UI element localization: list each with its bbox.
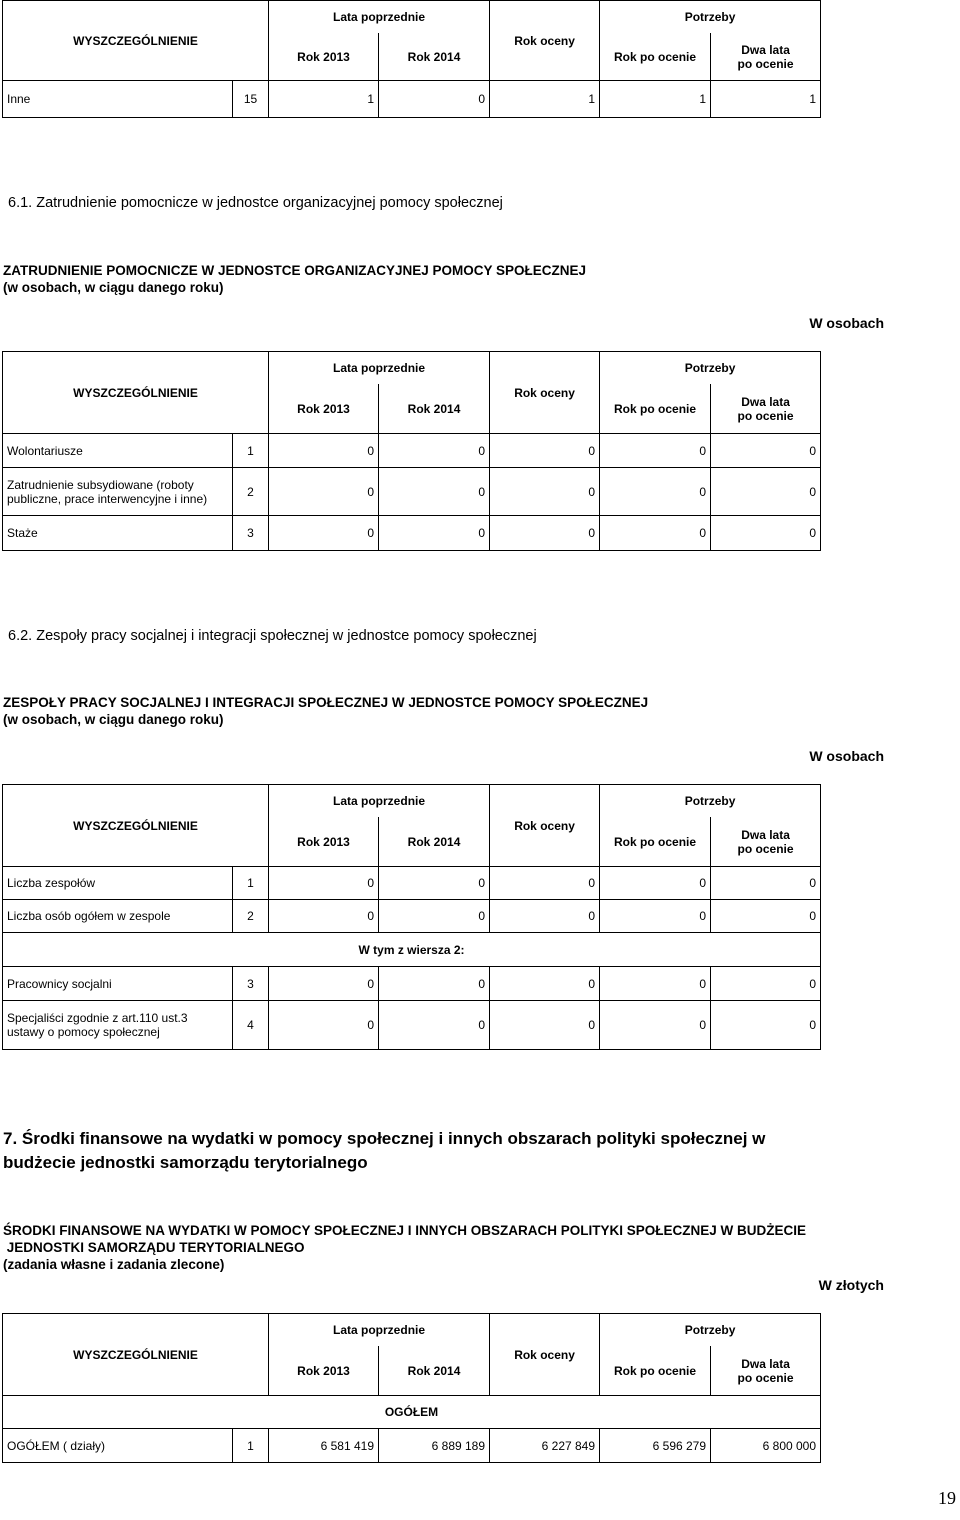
header-lata-poprzednie: Lata poprzednie	[269, 1314, 490, 1346]
cell-value: 0	[379, 967, 490, 1001]
cell-value: 6 227 849	[490, 1429, 600, 1463]
header-dwa-lata: Dwa lata po ocenie	[711, 1346, 821, 1396]
cell-value: 0	[600, 900, 711, 933]
cell-value: 4	[233, 1001, 269, 1050]
cell-value: 0	[600, 468, 711, 516]
cell-value: 0	[711, 967, 821, 1001]
cell-value: 0	[269, 468, 379, 516]
section-6-1-title: ZATRUDNIENIE POMOCNICZE W JEDNOSTCE ORGANIZACYJNEJ POMOCY SPOŁECZNEJ (w osobach, w ciągu danego roku)	[3, 263, 587, 295]
cell-value: 0	[600, 1001, 711, 1050]
header-rok-oceny: Rok oceny	[490, 1314, 600, 1396]
cell-value: 0	[379, 900, 490, 933]
section-6-1-heading: 6.1. Zatrudnienie pomocnicze w jednostce organizacyjnej pomocy społecznej	[8, 195, 503, 211]
cell-value: 1	[233, 867, 269, 900]
header-lata-poprzednie: Lata poprzednie	[269, 352, 490, 384]
row-label: Specjaliści zgodnie z art.110 ust.3 ustawy o pomocy społecznej	[3, 1001, 233, 1050]
cell-value: 15	[233, 81, 269, 118]
cell-value: 1	[233, 1429, 269, 1463]
cell-value: 0	[490, 867, 600, 900]
table-inne	[2, 0, 821, 118]
header-rok-oceny: Rok oceny	[490, 1, 600, 81]
section-6-1-unit: W osobach	[809, 315, 884, 331]
table-row	[3, 81, 821, 118]
header-rok-po-ocenie: Rok po ocenie	[600, 817, 711, 867]
header-dwa-lata: Dwa lata po ocenie	[711, 384, 821, 434]
row-label: Wolontariusze	[3, 434, 233, 468]
header-potrzeby: Potrzeby	[600, 1, 821, 33]
cell-value: 0	[379, 468, 490, 516]
subheader-w-tym: W tym z wiersza 2:	[3, 933, 821, 967]
table-row	[3, 1429, 821, 1463]
header-rok-2013: Rok 2013	[269, 33, 379, 81]
cell-value: 1	[490, 81, 600, 118]
table-row	[3, 516, 821, 551]
page-number: 19	[938, 1488, 956, 1508]
section-7-unit: W złotych	[818, 1277, 884, 1293]
header-wyszczegolnienie: WYSZCZEGÓLNIENIE	[3, 1314, 269, 1396]
header-rok-2014: Rok 2014	[379, 33, 490, 81]
table-srodki-finansowe	[2, 1313, 821, 1463]
cell-value: 3	[233, 516, 269, 551]
header-rok-po-ocenie: Rok po ocenie	[600, 33, 711, 81]
header-rok-po-ocenie: Rok po ocenie	[600, 384, 711, 434]
cell-value: 0	[269, 434, 379, 468]
section-7-title: ŚRODKI FINANSOWE NA WYDATKI W POMOCY SPOŁECZNEJ I INNYCH OBSZARACH POLITYKI SPOŁECZNEJ W BUDŻECIE JEDNOSTKI SAMORZĄDU TERYTORIALNEGO (zadania własne i zadania zlecone)	[3, 1223, 807, 1272]
cell-value: 6 889 189	[379, 1429, 490, 1463]
row-label: Liczba osób ogółem w zespole	[3, 900, 233, 933]
cell-value: 6 581 419	[269, 1429, 379, 1463]
subheader-row	[3, 933, 821, 967]
header-rok-2013: Rok 2013	[269, 1346, 379, 1396]
cell-value: 0	[490, 516, 600, 551]
cell-value: 0	[269, 1001, 379, 1050]
cell-value: 0	[600, 516, 711, 551]
cell-value: 1	[711, 81, 821, 118]
header-dwa-lata: Dwa lata po ocenie	[711, 33, 821, 81]
header-potrzeby: Potrzeby	[600, 352, 821, 384]
row-label: Zatrudnienie subsydiowane (roboty publiczne, prace interwencyjne i inne)	[3, 468, 233, 516]
cell-value: 0	[490, 900, 600, 933]
cell-value: 0	[490, 1001, 600, 1050]
table-row	[3, 867, 821, 900]
table-row	[3, 967, 821, 1001]
cell-value: 0	[490, 967, 600, 1001]
header-wyszczegolnienie: WYSZCZEGÓLNIENIE	[3, 1, 269, 81]
cell-value: 0	[711, 468, 821, 516]
header-rok-2013: Rok 2013	[269, 384, 379, 434]
header-rok-oceny: Rok oceny	[490, 785, 600, 867]
table-zespoly-pracy	[2, 784, 821, 1050]
cell-value: 0	[379, 1001, 490, 1050]
subheader-row	[3, 1396, 821, 1429]
header-dwa-lata: Dwa lata po ocenie	[711, 817, 821, 867]
header-wyszczegolnienie: WYSZCZEGÓLNIENIE	[3, 352, 269, 434]
header-wyszczegolnienie: WYSZCZEGÓLNIENIE	[3, 785, 269, 867]
cell-value: 6 596 279	[600, 1429, 711, 1463]
cell-value: 0	[711, 434, 821, 468]
cell-value: 0	[711, 516, 821, 551]
table-row	[3, 900, 821, 933]
cell-value: 0	[379, 516, 490, 551]
section-6-2-unit: W osobach	[809, 748, 884, 764]
header-potrzeby: Potrzeby	[600, 785, 821, 817]
row-label: Pracownicy socjalni	[3, 967, 233, 1001]
header-rok-2014: Rok 2014	[379, 817, 490, 867]
cell-value: 0	[600, 434, 711, 468]
cell-value: 0	[269, 900, 379, 933]
cell-value: 0	[711, 1001, 821, 1050]
cell-value: 0	[600, 967, 711, 1001]
cell-value: 0	[269, 867, 379, 900]
cell-value: 0	[711, 900, 821, 933]
cell-value: 2	[233, 900, 269, 933]
row-label: Staże	[3, 516, 233, 551]
cell-value: 0	[269, 967, 379, 1001]
table-zatrudnienie-pomocnicze	[2, 351, 821, 551]
table-row	[3, 1001, 821, 1050]
section-6-2-heading: 6.2. Zespoły pracy socjalnej i integracji społecznej w jednostce pomocy społecznej	[8, 628, 537, 644]
header-rok-2014: Rok 2014	[379, 384, 490, 434]
header-lata-poprzednie: Lata poprzednie	[269, 1, 490, 33]
header-rok-po-ocenie: Rok po ocenie	[600, 1346, 711, 1396]
cell-value: 0	[600, 867, 711, 900]
header-lata-poprzednie: Lata poprzednie	[269, 785, 490, 817]
header-rok-oceny: Rok oceny	[490, 352, 600, 434]
cell-value: 0	[379, 434, 490, 468]
cell-value: 0	[490, 468, 600, 516]
cell-value: 1	[233, 434, 269, 468]
row-label: Inne	[3, 81, 233, 118]
table-row	[3, 468, 821, 516]
cell-value: 3	[233, 967, 269, 1001]
subheader-ogolem: OGÓŁEM	[3, 1396, 821, 1429]
header-rok-2013: Rok 2013	[269, 817, 379, 867]
cell-value: 0	[379, 81, 490, 118]
cell-value: 0	[269, 516, 379, 551]
cell-value: 6 800 000	[711, 1429, 821, 1463]
cell-value: 2	[233, 468, 269, 516]
cell-value: 1	[269, 81, 379, 118]
row-label: OGÓŁEM ( działy)	[3, 1429, 233, 1463]
cell-value: 1	[600, 81, 711, 118]
cell-value: 0	[379, 867, 490, 900]
header-rok-2014: Rok 2014	[379, 1346, 490, 1396]
row-label: Liczba zespołów	[3, 867, 233, 900]
section-6-2-title: ZESPOŁY PRACY SOCJALNEJ I INTEGRACJI SPOŁECZNEJ W JEDNOSTCE POMOCY SPOŁECZNEJ (w osobach, w ciągu danego roku)	[3, 695, 649, 727]
cell-value: 0	[711, 867, 821, 900]
header-potrzeby: Potrzeby	[600, 1314, 821, 1346]
table-row	[3, 434, 821, 468]
cell-value: 0	[490, 434, 600, 468]
section-7-heading: 7. Środki finansowe na wydatki w pomocy społecznej i innych obszarach polityki społecznej w budżecie jednostki samorządu terytorialnego	[3, 1129, 766, 1172]
